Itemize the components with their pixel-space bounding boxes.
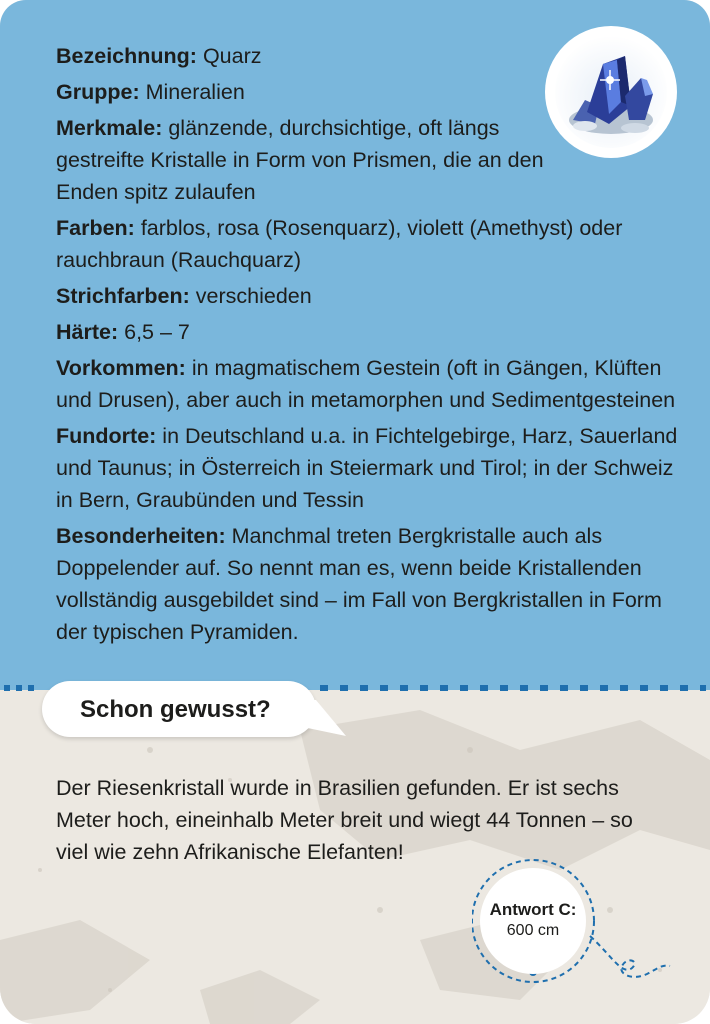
fact-value: in magmatischem Gestein (oft in Gängen, Klüften und Drusen), aber auch in metamorphen und Sedimentgesteinen [56,356,676,412]
fact-list [56,40,686,652]
fact-merkmale [56,112,556,208]
fact-label: Fundorte: [56,424,157,448]
fact-vorkommen [56,352,686,416]
fact-strichfarben [56,280,686,312]
fact-label: Merkmale: [56,116,163,140]
fact-haerte [56,316,686,348]
fact-value: 6,5 – 7 [124,320,190,344]
fact-label: Gruppe: [56,80,140,104]
did-you-know-heading: Schon gewusst? [80,696,271,723]
fact-farben [56,212,686,276]
fact-bezeichnung [56,40,686,72]
speech-bubble-tail [290,700,350,740]
fact-label: Härte: [56,320,119,344]
fact-value: in Deutschland u.a. in Fichtelgebirge, Harz, Sauerland und Taunus; in Österreich in Steiermark und Tirol; in der Schweiz in Bern, Graubünden und Tessin [56,424,678,512]
fact-value: Mineralien [145,80,245,104]
fact-fundorte [56,420,686,516]
fact-value: Manchmal treten Bergkristalle auch als Doppelender auf. So nennt man es, wenn beide Kristallenden vollständig ausgebildet sind – im Fall von Bergkristallen in Form der typischen Pyramiden. [56,524,662,644]
answer-value: 600 cm [506,922,560,939]
fact-label: Strichfarben: [56,284,190,308]
fact-label: Farben: [56,216,135,240]
fact-value: verschieden [195,284,312,308]
fact-label: Bezeichnung: [56,44,197,68]
fact-label: Vorkommen: [56,356,186,380]
fact-value: farblos, rosa (Rosenquarz), violett (Amethyst) oder rauchbraun (Rauchquarz) [56,216,623,272]
did-you-know-text: Der Riesenkristall wurde in Brasilien gefunden. Er ist sechs Meter hoch, eineinhalb Meter breit und wiegt 44 Tonnen – so viel wie zehn Afrikanische Elefanten! [56,776,633,864]
fact-value: glänzende, durchsichtige, oft längs gestreifte Kristalle in Form von Prismen, die an den Enden spitz zulaufen [56,116,544,204]
fact-label: Besonderheiten: [56,524,226,548]
answer-badge [480,868,586,974]
answer-title: Antwort C: [489,900,577,919]
fact-besonderheiten [56,520,686,648]
fact-gruppe [56,76,686,108]
fact-value: Quarz [202,44,262,68]
